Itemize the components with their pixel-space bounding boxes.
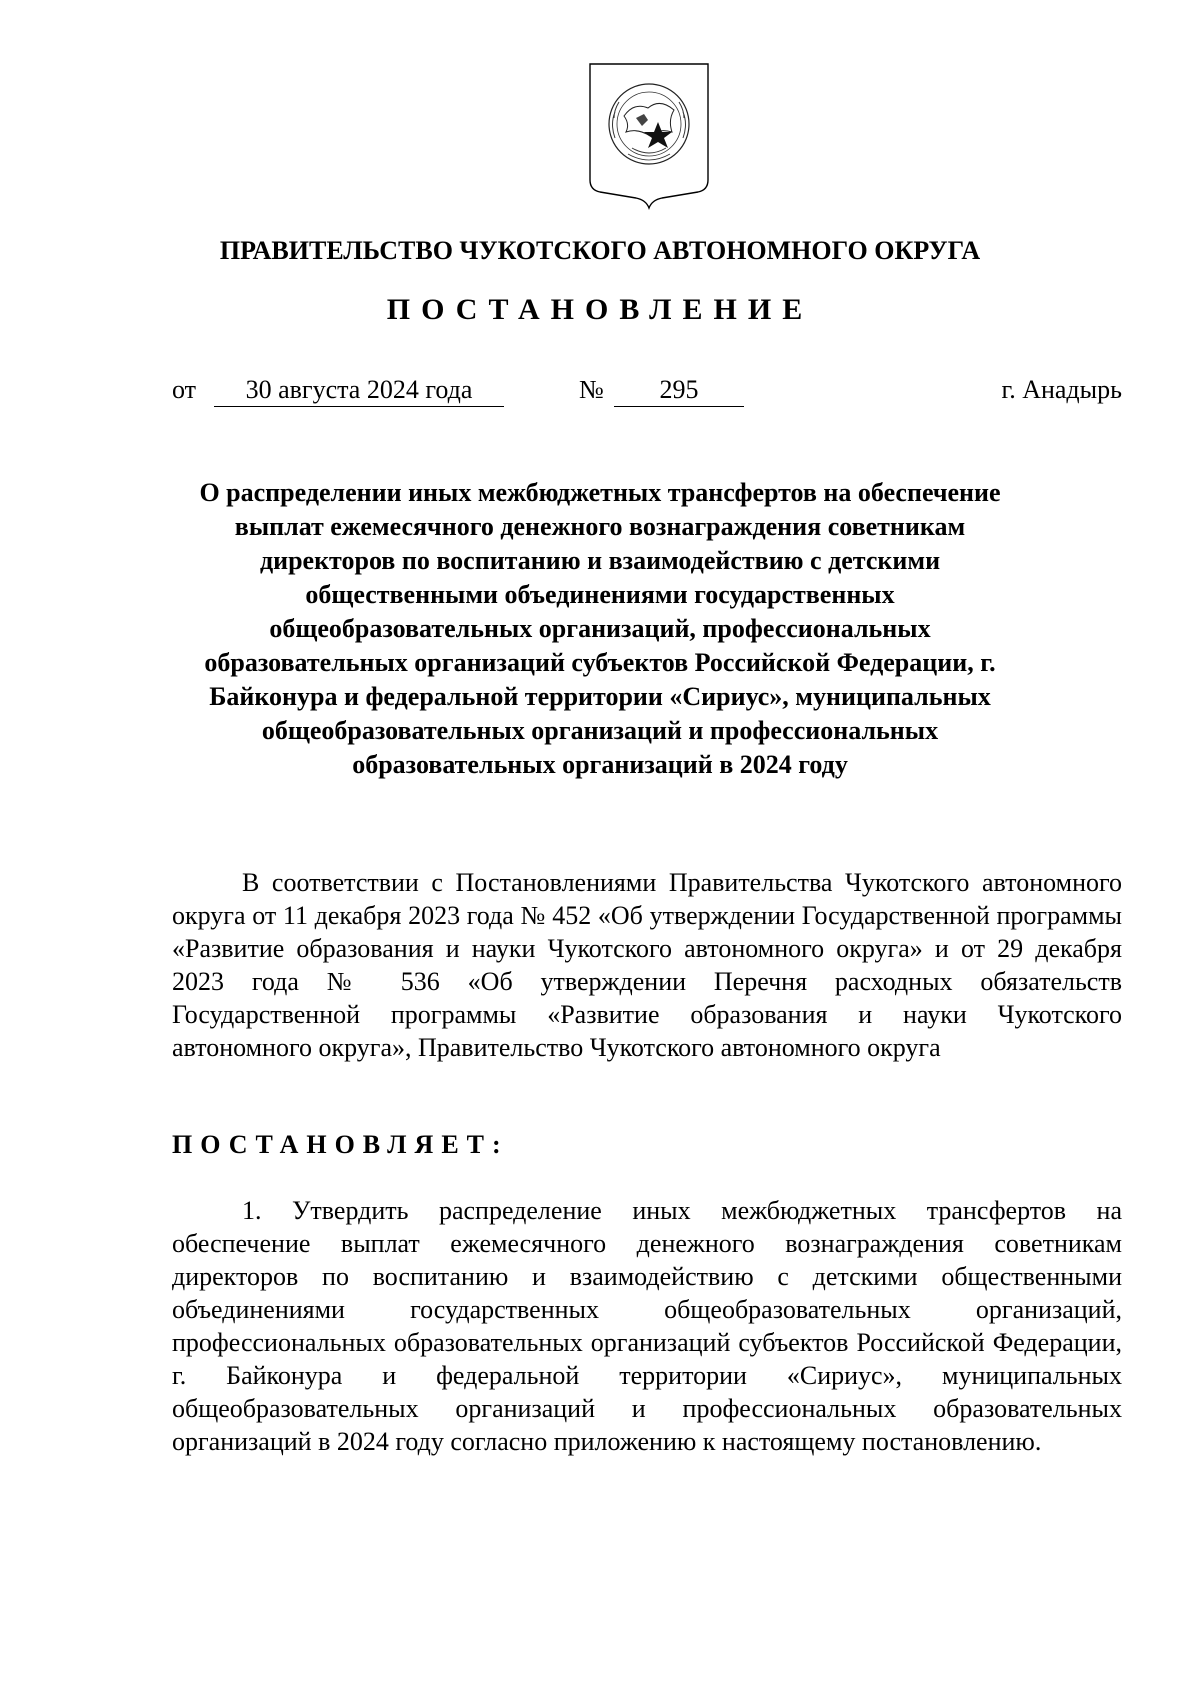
document-subject: О распределении иных межбюджетных трансфертов на обеспечение выплат ежемесячного денежного вознаграждения советникам директоров по воспитанию и взаимодействию с детскими общественными объединениями государственных общеобразовательных организаций, профессиональных образовательных организаций субъектов Российской Федерации, г. Байконура и федеральной территории «Сириус», муниципальных общеобразовательных организаций и профессиональных образовательных организаций в 2024 году [199,478,1001,779]
date-prefix-label: от [172,375,197,404]
preamble-paragraph: В соответствии с Постановлениями Правительства Чукотского автономного округа от 11 декабря 2023 года № 452 «Об утверждении Государственной программы «Развитие образования и науки Чукотского автономного округа» и от 29 декабря 2023 года № 536 «Об утверждении Перечня расходных обязательств Государственной программы «Развитие образования и науки Чукотского автономного округа», Правительство Чукотского автономного округа [172,868,1122,1062]
document-type: ПОСТАНОВЛЕНИЕ [386,293,814,326]
decree-heading: ПОСТАНОВЛЯЕТ: [172,1130,509,1159]
government-title: ПРАВИТЕЛЬСТВО ЧУКОТСКОГО АВТОНОМНОГО ОКРУГА [219,236,981,265]
chukotka-coat-of-arms-icon [588,62,710,210]
document-city: г. Анадырь [1001,375,1122,404]
document-meta-row [172,374,1122,412]
decree-item-1: 1. Утвердить распределение иных межбюджетных трансфертов на обеспечение выплат ежемесячного денежного вознаграждения советникам директоров по воспитанию и взаимодействию с детскими общественными объединениями государственных общеобразовательных организаций, профессиональных образовательных организаций субъектов Российской Федерации, г. Байконура и федеральной территории «Сириус», муниципальных общеобразовательных организаций и профессиональных образовательных организаций в 2024 году согласно приложению к настоящему постановлению. [172,1196,1122,1456]
number-label: № [579,375,604,404]
document-date: 30 августа 2024 года [214,374,504,407]
document-number: 295 [614,374,744,407]
